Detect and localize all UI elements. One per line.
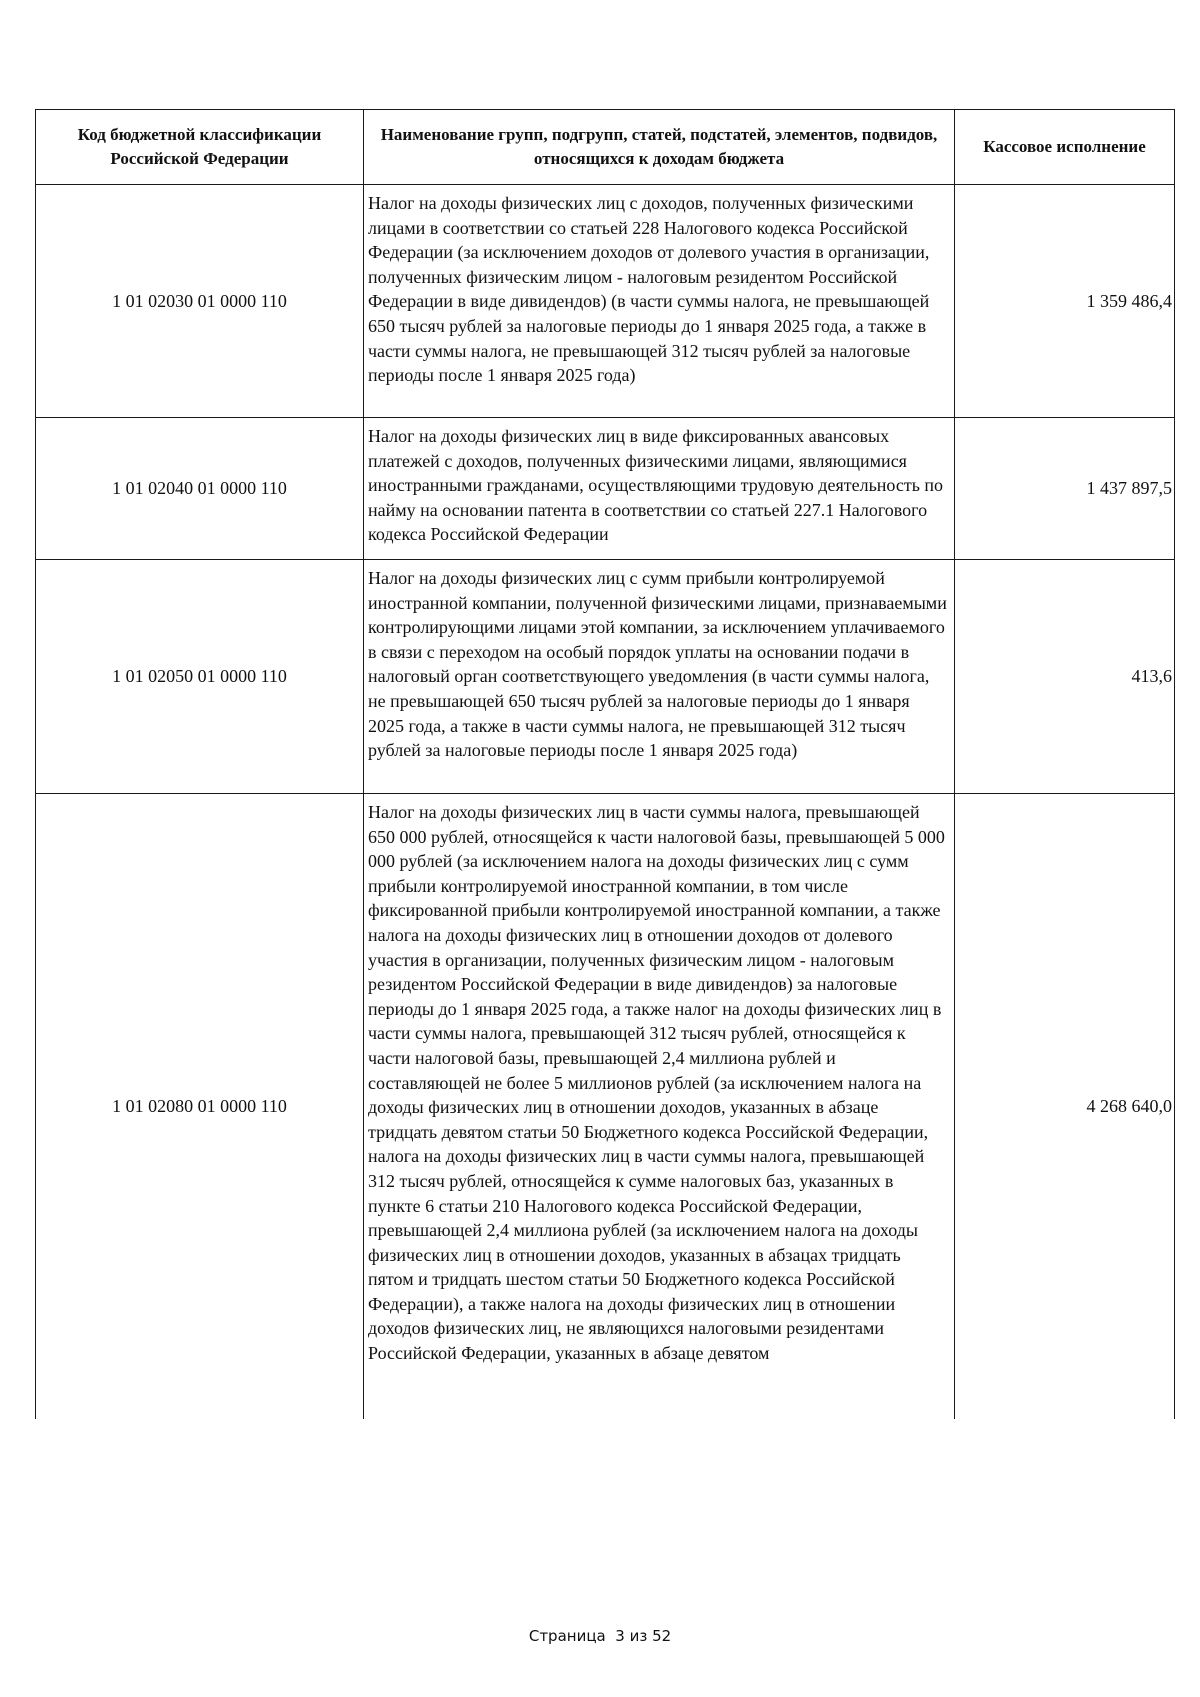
page-number: Страница 3 из 52 — [528, 1627, 672, 1645]
header-revenue-name: Наименование групп, подгрупп, статей, подстатей, элементов, подвидов, относящихся к доходам бюджета — [364, 110, 955, 185]
header-cash-execution: Кассовое исполнение — [955, 110, 1175, 185]
budget-code-cell: 1 01 02080 01 0000 110 — [36, 794, 364, 1419]
budget-code-cell: 1 01 02050 01 0000 110 — [36, 560, 364, 794]
table-row — [36, 560, 1175, 794]
header-budget-code: Код бюджетной классификации Российской Федерации — [36, 110, 364, 185]
amount-cell: 413,6 — [955, 560, 1175, 794]
description-cell: Налог на доходы физических лиц с доходов, полученных физическими лицами в соответствии со статьей 228 Налогового кодекса Российской Федерации (за исключением доходов от долевого участия в организации, полученных физическим лицом - налоговым резидентом Российской Федерации в виде дивидендов) (в части суммы налога, не превышающей 650 тысяч рублей за налоговые периоды до 1 января 2025 года, а также в части суммы налога, не превышающей 312 тысяч рублей за налоговые периоды после 1 января 2025 года) — [364, 185, 955, 418]
table-row — [36, 794, 1175, 1419]
amount-cell: 1 359 486,4 — [955, 185, 1175, 418]
description-cell: Налог на доходы физических лиц с сумм прибыли контролируемой иностранной компании, полученной физическими лицами, признаваемыми контролирующими лицами этой компании, за исключением уплачиваемого в связи с переходом на особый порядок уплаты на основании подачи в налоговый орган соответствующего уведомления (в части суммы налога, не превышающей 650 тысяч рублей за налоговые периоды до 1 января 2025 года, а также в части суммы налога, не превышающей 312 тысяч рублей за налоговые периоды после 1 января 2025 года) — [364, 560, 955, 794]
table-row — [36, 185, 1175, 418]
description-cell: Налог на доходы физических лиц в части суммы налога, превышающей 650 000 рублей, относящейся к части налоговой базы, превышающей 5 000 000 рублей (за исключением налога на доходы физических лиц с сумм прибыли контролируемой иностранной компании, в том числе фиксированной прибыли контролируемой иностранной компании, а также налога на доходы физических лиц в отношении доходов от долевого участия в организации, полученных физическим лицом - налоговым резидентом Российской Федерации в виде дивидендов) за налоговые периоды до 1 января 2025 года, а также налог на доходы физических лиц в части суммы налога, превышающей 312 тысяч рублей, относящейся к части налоговой базы, превышающей 2,4 миллиона рублей и составляющей не более 5 миллионов рублей (за исключением налога на доходы физических лиц в отношении доходов, указанных в абзаце тридцать девятом статьи 50 Бюджетного кодекса Российской Федерации, налога на доходы физических лиц в части суммы налога, превышающей 312 тысяч рублей, относящейся к сумме налоговых баз, указанных в пункте 6 статьи 210 Налогового кодекса Российской Федерации, превышающей 2,4 миллиона рублей (за исключением налога на доходы физических лиц в отношении доходов, указанных в абзацах тридцать пятом и тридцать шестом статьи 50 Бюджетного кодекса Российской Федерации), а также налога на доходы физических лиц в отношении доходов физических лиц, не являющихся налоговыми резидентами Российской Федерации, указанных в абзаце девятом — [364, 794, 955, 1419]
budget-code-cell: 1 01 02030 01 0000 110 — [36, 185, 364, 418]
amount-cell: 1 437 897,5 — [955, 418, 1175, 560]
description-cell: Налог на доходы физических лиц в виде фиксированных авансовых платежей с доходов, полученных физическими лицами, являющимися иностранными гражданами, осуществляющими трудовую деятельность по найму на основании патента в соответствии со статьей 227.1 Налогового кодекса Российской Федерации — [364, 418, 955, 560]
table-header-row — [36, 110, 1175, 185]
table-row — [36, 418, 1175, 560]
revenue-table — [35, 109, 1175, 1419]
amount-cell: 4 268 640,0 — [955, 794, 1175, 1419]
budget-code-cell: 1 01 02040 01 0000 110 — [36, 418, 364, 560]
